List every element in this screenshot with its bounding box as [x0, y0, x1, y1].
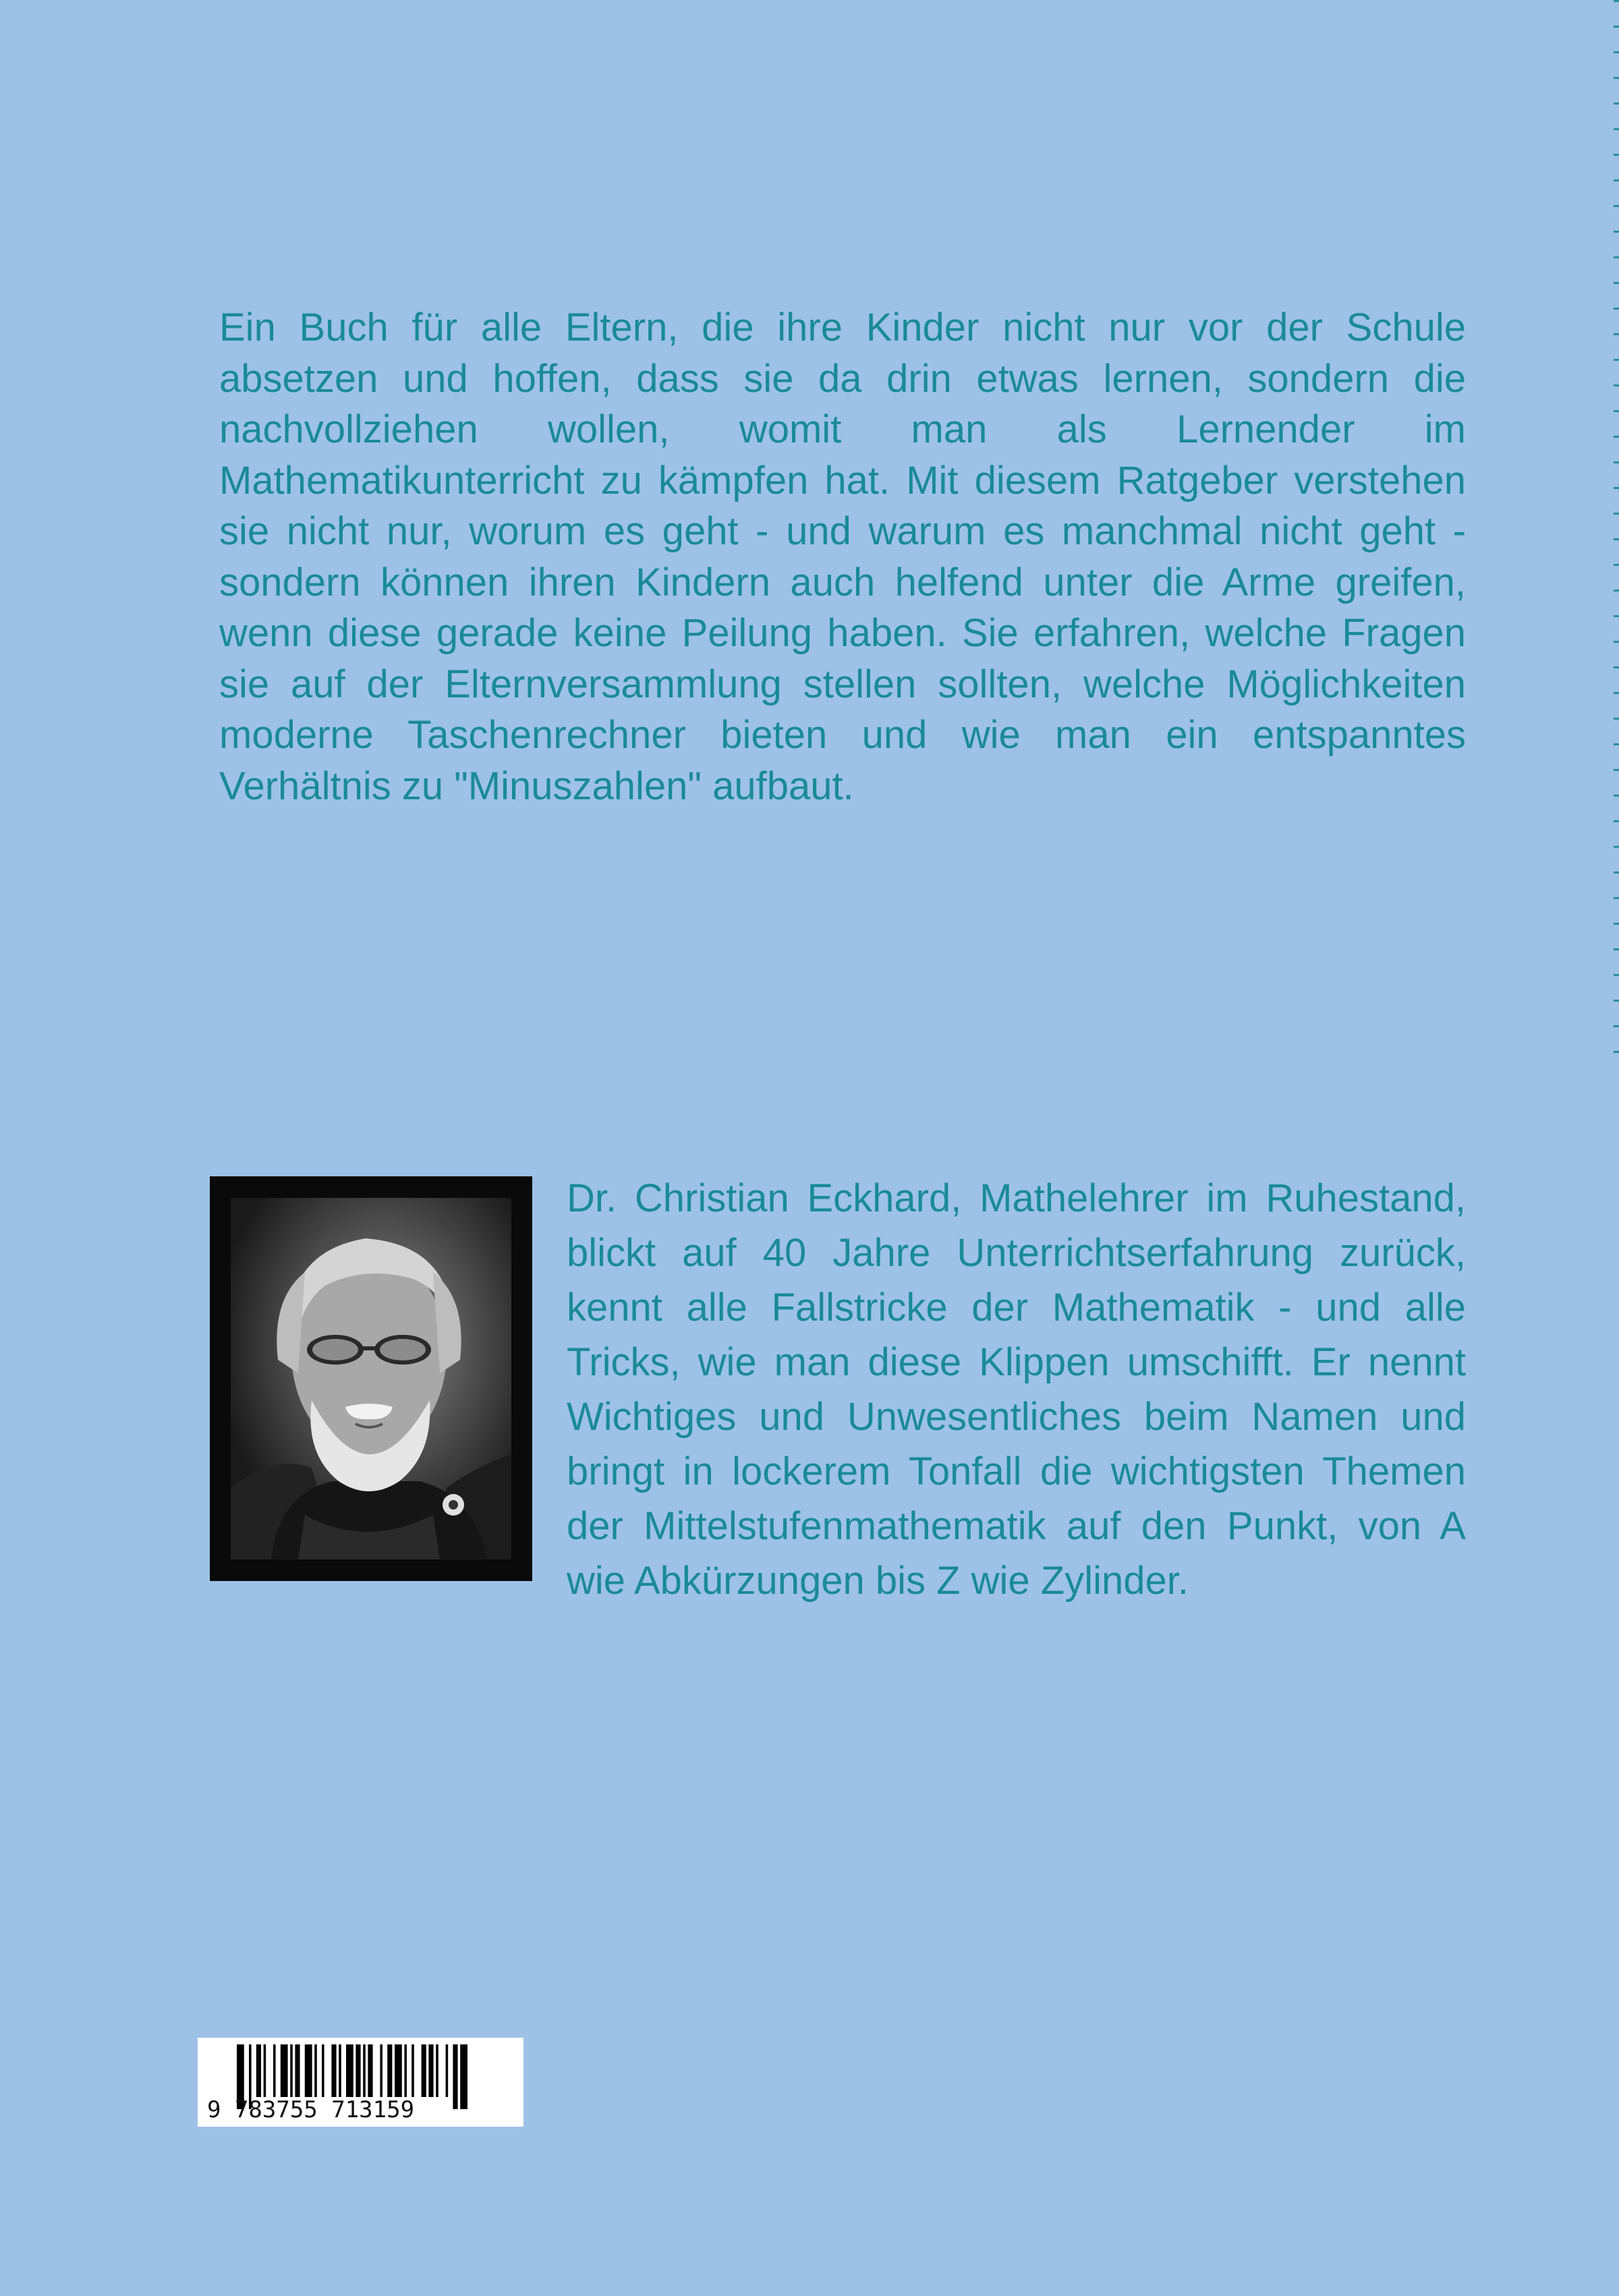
barcode-bar	[422, 2044, 426, 2097]
spine-edge-marks	[1614, 0, 1619, 1072]
barcode-bar	[404, 2044, 407, 2097]
barcode-bar	[460, 2044, 467, 2109]
barcode-bar	[363, 2044, 366, 2097]
author-bio: Dr. Christian Eckhard, Mathelehrer im Ruhestand, blickt auf 40 Jahre Unterrichtserfahrung zurück, kennt alle Fallstricke der Mathematik - und alle Tricks, wie man diese Klippen umschifft. Er nennt Wichtiges und Unwesentliches beim Namen und bringt in lockerem Tonfall die wichtigsten Themen der Mittelstufenmathematik auf den Punkt, von A wie Abkürzungen bis Z wie Zylinder.	[567, 1176, 1466, 1603]
barcode-bar	[453, 2044, 457, 2109]
isbn-barcode	[198, 2038, 523, 2127]
author-photo	[210, 1176, 532, 1581]
isbn-digits: 9 783755 713159	[207, 2096, 415, 2123]
barcode-bar	[322, 2044, 324, 2097]
barcode-bar	[256, 2044, 261, 2097]
barcode-bar	[290, 2044, 293, 2097]
barcode-bar	[428, 2044, 433, 2097]
barcode-bar	[273, 2044, 276, 2097]
barcode-bar	[368, 2044, 372, 2097]
barcode-bar	[436, 2044, 438, 2097]
barcode-bar	[387, 2044, 392, 2097]
barcode-bar	[295, 2044, 300, 2097]
barcode-bar	[395, 2044, 402, 2097]
barcode-bar	[380, 2044, 382, 2097]
barcode-bar	[331, 2044, 336, 2097]
barcode-bar	[346, 2044, 353, 2097]
barcode-bar	[339, 2044, 341, 2097]
barcode-bar	[411, 2044, 414, 2097]
barcode-bar	[264, 2044, 266, 2097]
barcode-bar	[305, 2044, 312, 2097]
barcode-bar	[281, 2044, 288, 2097]
author-portrait-icon	[231, 1198, 511, 1559]
barcode-bar	[314, 2044, 317, 2097]
book-blurb: Ein Buch für alle Eltern, die ihre Kinder nicht nur vor der Schule absetzen und hoffen, dass sie da drin etwas lernen, sondern die nachvollziehen wollen, womit man als Lernender im Mathematikunterricht zu kämpfen hat. Mit diesem Ratgeber verstehen sie nicht nur, worum es geht - und warum es manchmal nicht geht - sondern können ihren Kindern auch helfend unter die Arme greifen, wenn diese gerade keine Peilung haben. Sie erfahren, welche Fragen sie auf der Elternversammlung stellen sollten, welche Möglichkeiten moderne Taschenrechner bieten und wie man ein entspanntes Verhältnis zu "Minuszahlen" aufbaut.	[219, 306, 1466, 808]
barcode-bar	[446, 2044, 449, 2097]
barcode-bar	[356, 2044, 360, 2097]
